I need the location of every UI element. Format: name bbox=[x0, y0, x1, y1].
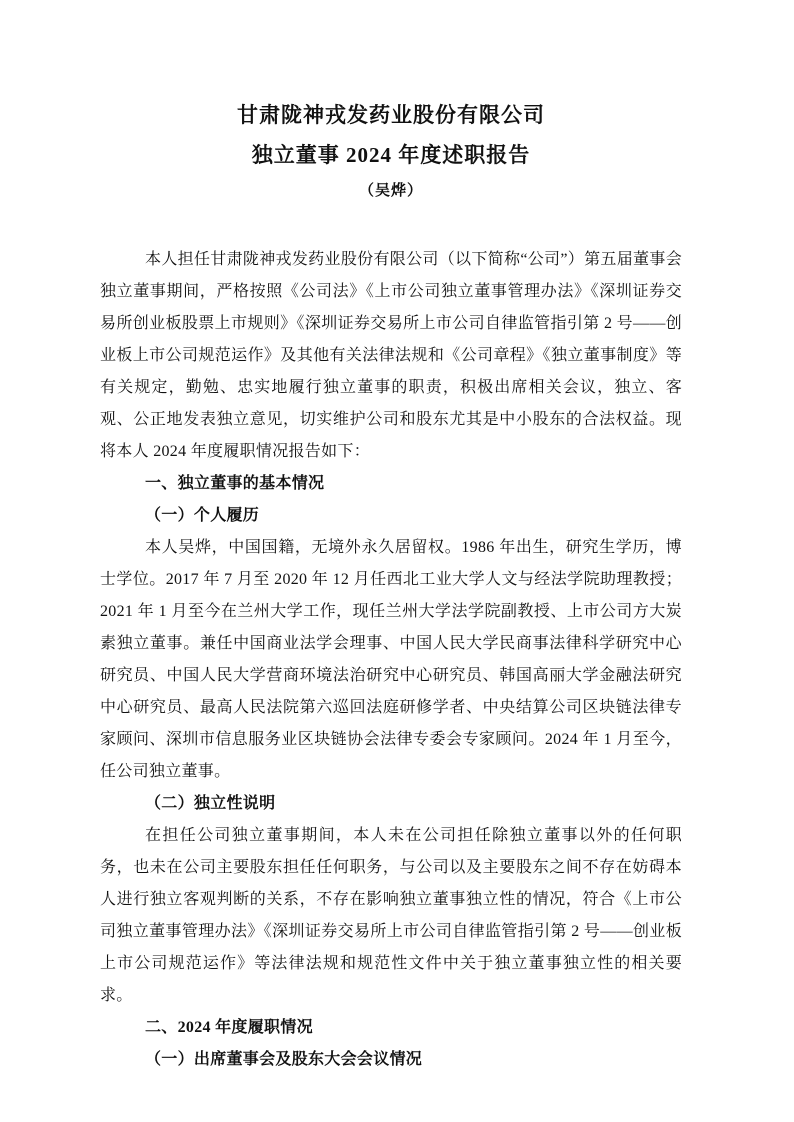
subsection-heading-personal-resume: （一）个人履历 bbox=[145, 507, 260, 524]
subsection-heading-meeting-attendance: （一）出席董事会及股东大会会议情况 bbox=[145, 1051, 423, 1068]
document-title-company: 甘肃陇神戎发药业股份有限公司 bbox=[237, 103, 545, 127]
paragraph-independence-statement: 在担任公司独立董事期间，本人未在公司担任除独立董事以外的任何职务，也未在公司主要股东担任任何职务，与公司以及主要股东之间不存在妨碍本人进行独立客观判断的关系，不存在影响独立董事独立性的情况，符合《上市公司独立董事管理办法》《深圳证券交易所上市公司自律监管指引第 2 号——创业板上市公司规范运作》等法律法规和规范性文件中关于独立董事独立性的相关要求。 bbox=[100, 827, 682, 1004]
section-heading-basic-info: 一、独立董事的基本情况 bbox=[145, 475, 325, 492]
document-author-name: （吴烨） bbox=[358, 183, 423, 199]
paragraph-introduction: 本人担任甘肃陇神戎发药业股份有限公司（以下简称“公司”）第五届董事会独立董事期间，严格按照《公司法》《上市公司独立董事管理办法》《深圳证券交易所创业板股票上市规则》《深圳证券交易所上市公司自律监管指引第 2 号——创业板上市公司规范运作》及其他有关法律法规和《公司章程》《独立董事制度》等有关规定，勤勉、忠实地履行独立董事的职责，积极出席相关会议，独立、客观、公正地发表独立意见，切实维护公司和股东尤其是中小股东的合法权益。现将本人 2024 年度履职情况报告如下： bbox=[100, 251, 682, 460]
section-heading-2024-performance: 二、2024 年度履职情况 bbox=[145, 1019, 313, 1036]
paragraph-personal-history: 本人吴烨，中国国籍，无境外永久居留权。1986 年出生，研究生学历，博士学位。2017 年 7 月至 2020 年 12 月任西北工业大学人文与经法学院助理教授；2021 年 1 月至今在兰州大学工作，现任兰州大学法学院副教授、上市公司方大炭素独立董事。兼任中国商业法学会理事、中国人民大学民商事法律科学研究中心研究员、中国人民大学营商环境法治研究中心研究员、韩国高丽大学金融法研究中心研究员、最高人民法院第六巡回法庭研修学者、中央结算公司区块链法律专家顾问、深圳市信息服务业区块链协会法律专委会专家顾问。2024 年 1 月至今，任公司独立董事。 bbox=[100, 539, 682, 780]
subsection-heading-independence-statement: （二）独立性说明 bbox=[145, 795, 276, 812]
document-title-report: 独立董事 2024 年度述职报告 bbox=[251, 143, 531, 167]
